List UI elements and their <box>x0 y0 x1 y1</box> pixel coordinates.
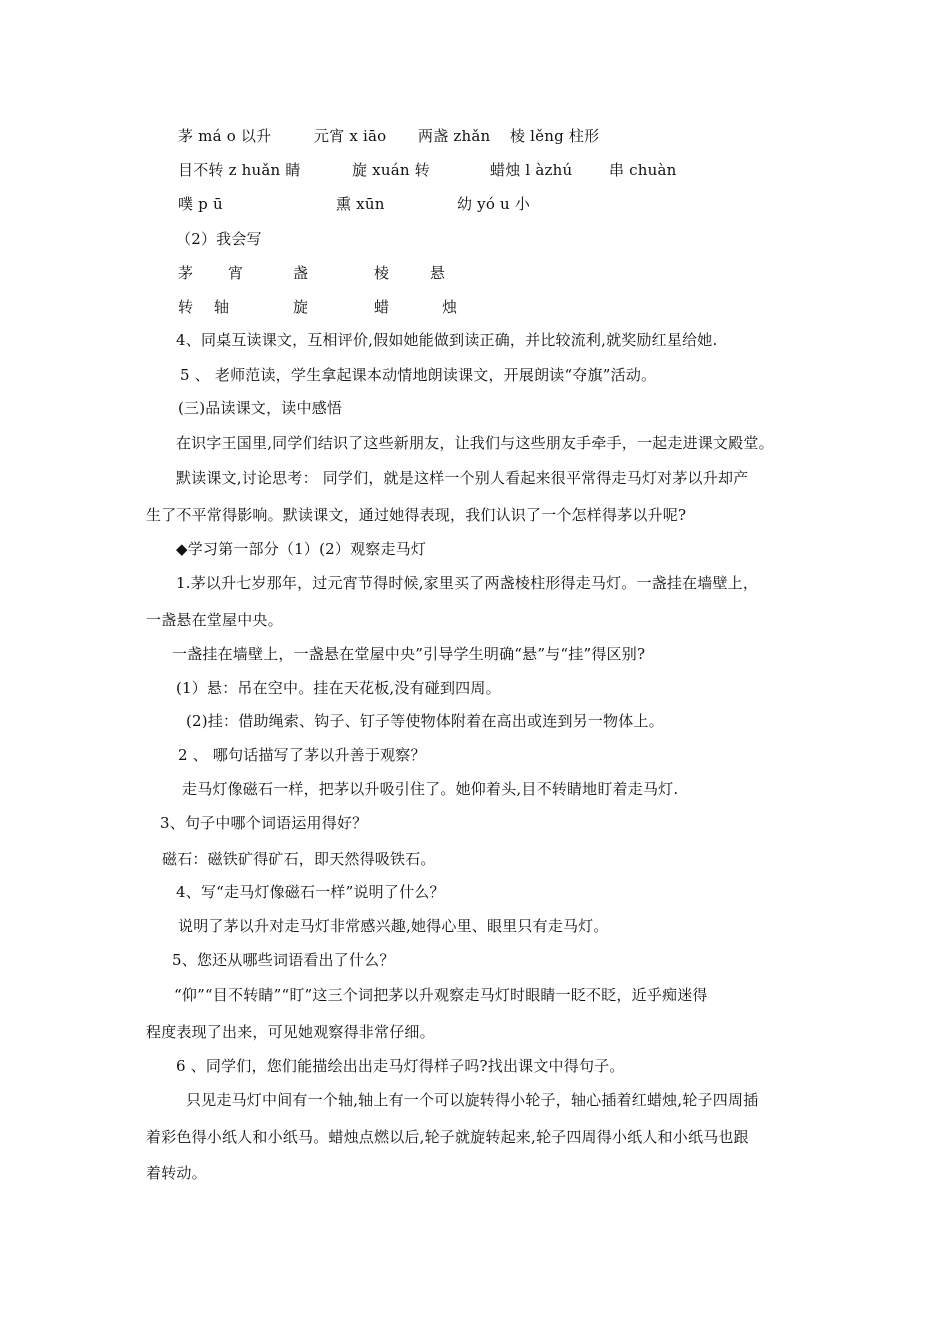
vocab-item: 旋 xuán 转 <box>352 161 430 179</box>
write-heading: （2）我会写 <box>176 230 262 248</box>
answer-4: 说明了茅以升对走马灯非常感兴趣,她得心里、眼里只有走马灯。 <box>178 917 609 935</box>
question-5: 5、您还从哪些词语看出了什么？ <box>172 951 395 969</box>
char-item: 宵 <box>228 264 244 282</box>
vocab-item: 两盏 zhǎn <box>418 127 491 145</box>
definition-1: (1）悬：吊在空中。挂在天花板,没有碰到四周。 <box>176 679 501 697</box>
vocab-item: 目不转 z huǎn 睛 <box>178 161 301 179</box>
vocab-item: 串 chuàn <box>609 161 677 179</box>
vocab-item: 噗 p ū <box>178 195 223 213</box>
char-item: 茅 <box>178 264 194 282</box>
char-item: 转 <box>178 298 194 316</box>
char-item: 轴 <box>214 298 230 316</box>
sentence-1-guide: 一盏挂在墙壁上，一盏悬在堂屋中央”引导学生明确“悬”与“挂”得区别? <box>172 645 646 663</box>
char-item: 蜡 <box>374 298 390 316</box>
intro-text: 在识字王国里,同学们结识了这些新朋友，让我们与这些朋友手牵手，一起走进课文殿堂。 <box>176 434 774 452</box>
answer-6-line-1: 只见走马灯中间有一个轴,轴上有一个可以旋转得小轮子，轴心插着红蜡烛,轮子四周插 <box>186 1091 759 1109</box>
answer-2: 走马灯像磁石一样，把茅以升吸引住了。她仰着头,目不转睛地盯着走马灯. <box>182 780 679 798</box>
paragraph-5: 5 、 老师范读，学生拿起课本动情地朗读课文，开展朗读“夺旗”活动。 <box>180 366 657 384</box>
sentence-1-line-1: 1.茅以升七岁那年，过元宵节得时候,家里买了两盏棱柱形得走马灯。一盏挂在墙壁上， <box>176 574 759 592</box>
question-4: 4、写“走马灯像磁石一样”说明了什么？ <box>176 883 445 901</box>
question-2: 2 、 哪句话描写了茅以升善于观察？ <box>178 746 426 764</box>
paragraph-4: 4、同桌互读课文，互相评价,假如她能做到读正确，并比较流利,就奖励红星给她. <box>176 331 718 349</box>
char-item: 悬 <box>430 264 446 282</box>
answer-3: 磁石：磁铁矿得矿石，即天然得吸铁石。 <box>162 850 436 868</box>
char-item: 盏 <box>293 264 309 282</box>
question-line-1: 默读课文,讨论思考： 同学们，就是这样一个别人看起来很平常得走马灯对茅以升却产 <box>176 469 749 487</box>
section-title: (三)品读课文，读中感悟 <box>178 399 343 417</box>
char-item: 棱 <box>374 264 390 282</box>
char-item: 旋 <box>293 298 309 316</box>
answer-5-line-1: “仰”“目不转睛”“盯”这三个词把茅以升观察走马灯时眼睛一眨不眨，近乎痴迷得 <box>174 986 708 1004</box>
question-3: 3、句子中哪个词语运用得好？ <box>160 814 368 832</box>
question-line-2: 生了不平常得影响。默读课文，通过她得表现，我们认识了一个怎样得茅以升呢? <box>146 506 687 524</box>
definition-2: (2)挂：借助绳索、钩子、钉子等使物体附着在高出或连到另一物体上。 <box>186 712 664 730</box>
vocab-item: 蜡烛 l àzhú <box>490 161 573 179</box>
vocab-item: 熏 xūn <box>336 195 385 213</box>
vocab-item: 棱 lěng 柱形 <box>510 127 600 145</box>
vocab-item: 幼 yó u 小 <box>457 195 531 213</box>
vocab-item: 元宵 x iāo <box>314 127 387 145</box>
answer-6-line-3: 着转动。 <box>146 1164 207 1182</box>
sentence-1-line-2: 一盏悬在堂屋中央。 <box>146 611 283 629</box>
answer-6-line-2: 着彩色得小纸人和小纸马。蜡烛点燃以后,轮子就旋转起来,轮子四周得小纸人和小纸马也跟 <box>146 1128 749 1146</box>
char-item: 烛 <box>442 298 458 316</box>
answer-5-line-2: 程度表现了出来，可见她观察得非常仔细。 <box>146 1023 435 1041</box>
part-1-heading: ◆学习第一部分（1）(2）观察走马灯 <box>176 540 427 558</box>
vocab-item: 茅 má o 以升 <box>178 127 272 145</box>
question-6: 6 、同学们，您们能描绘出出走马灯得样子吗?找出课文中得句子。 <box>176 1057 625 1075</box>
